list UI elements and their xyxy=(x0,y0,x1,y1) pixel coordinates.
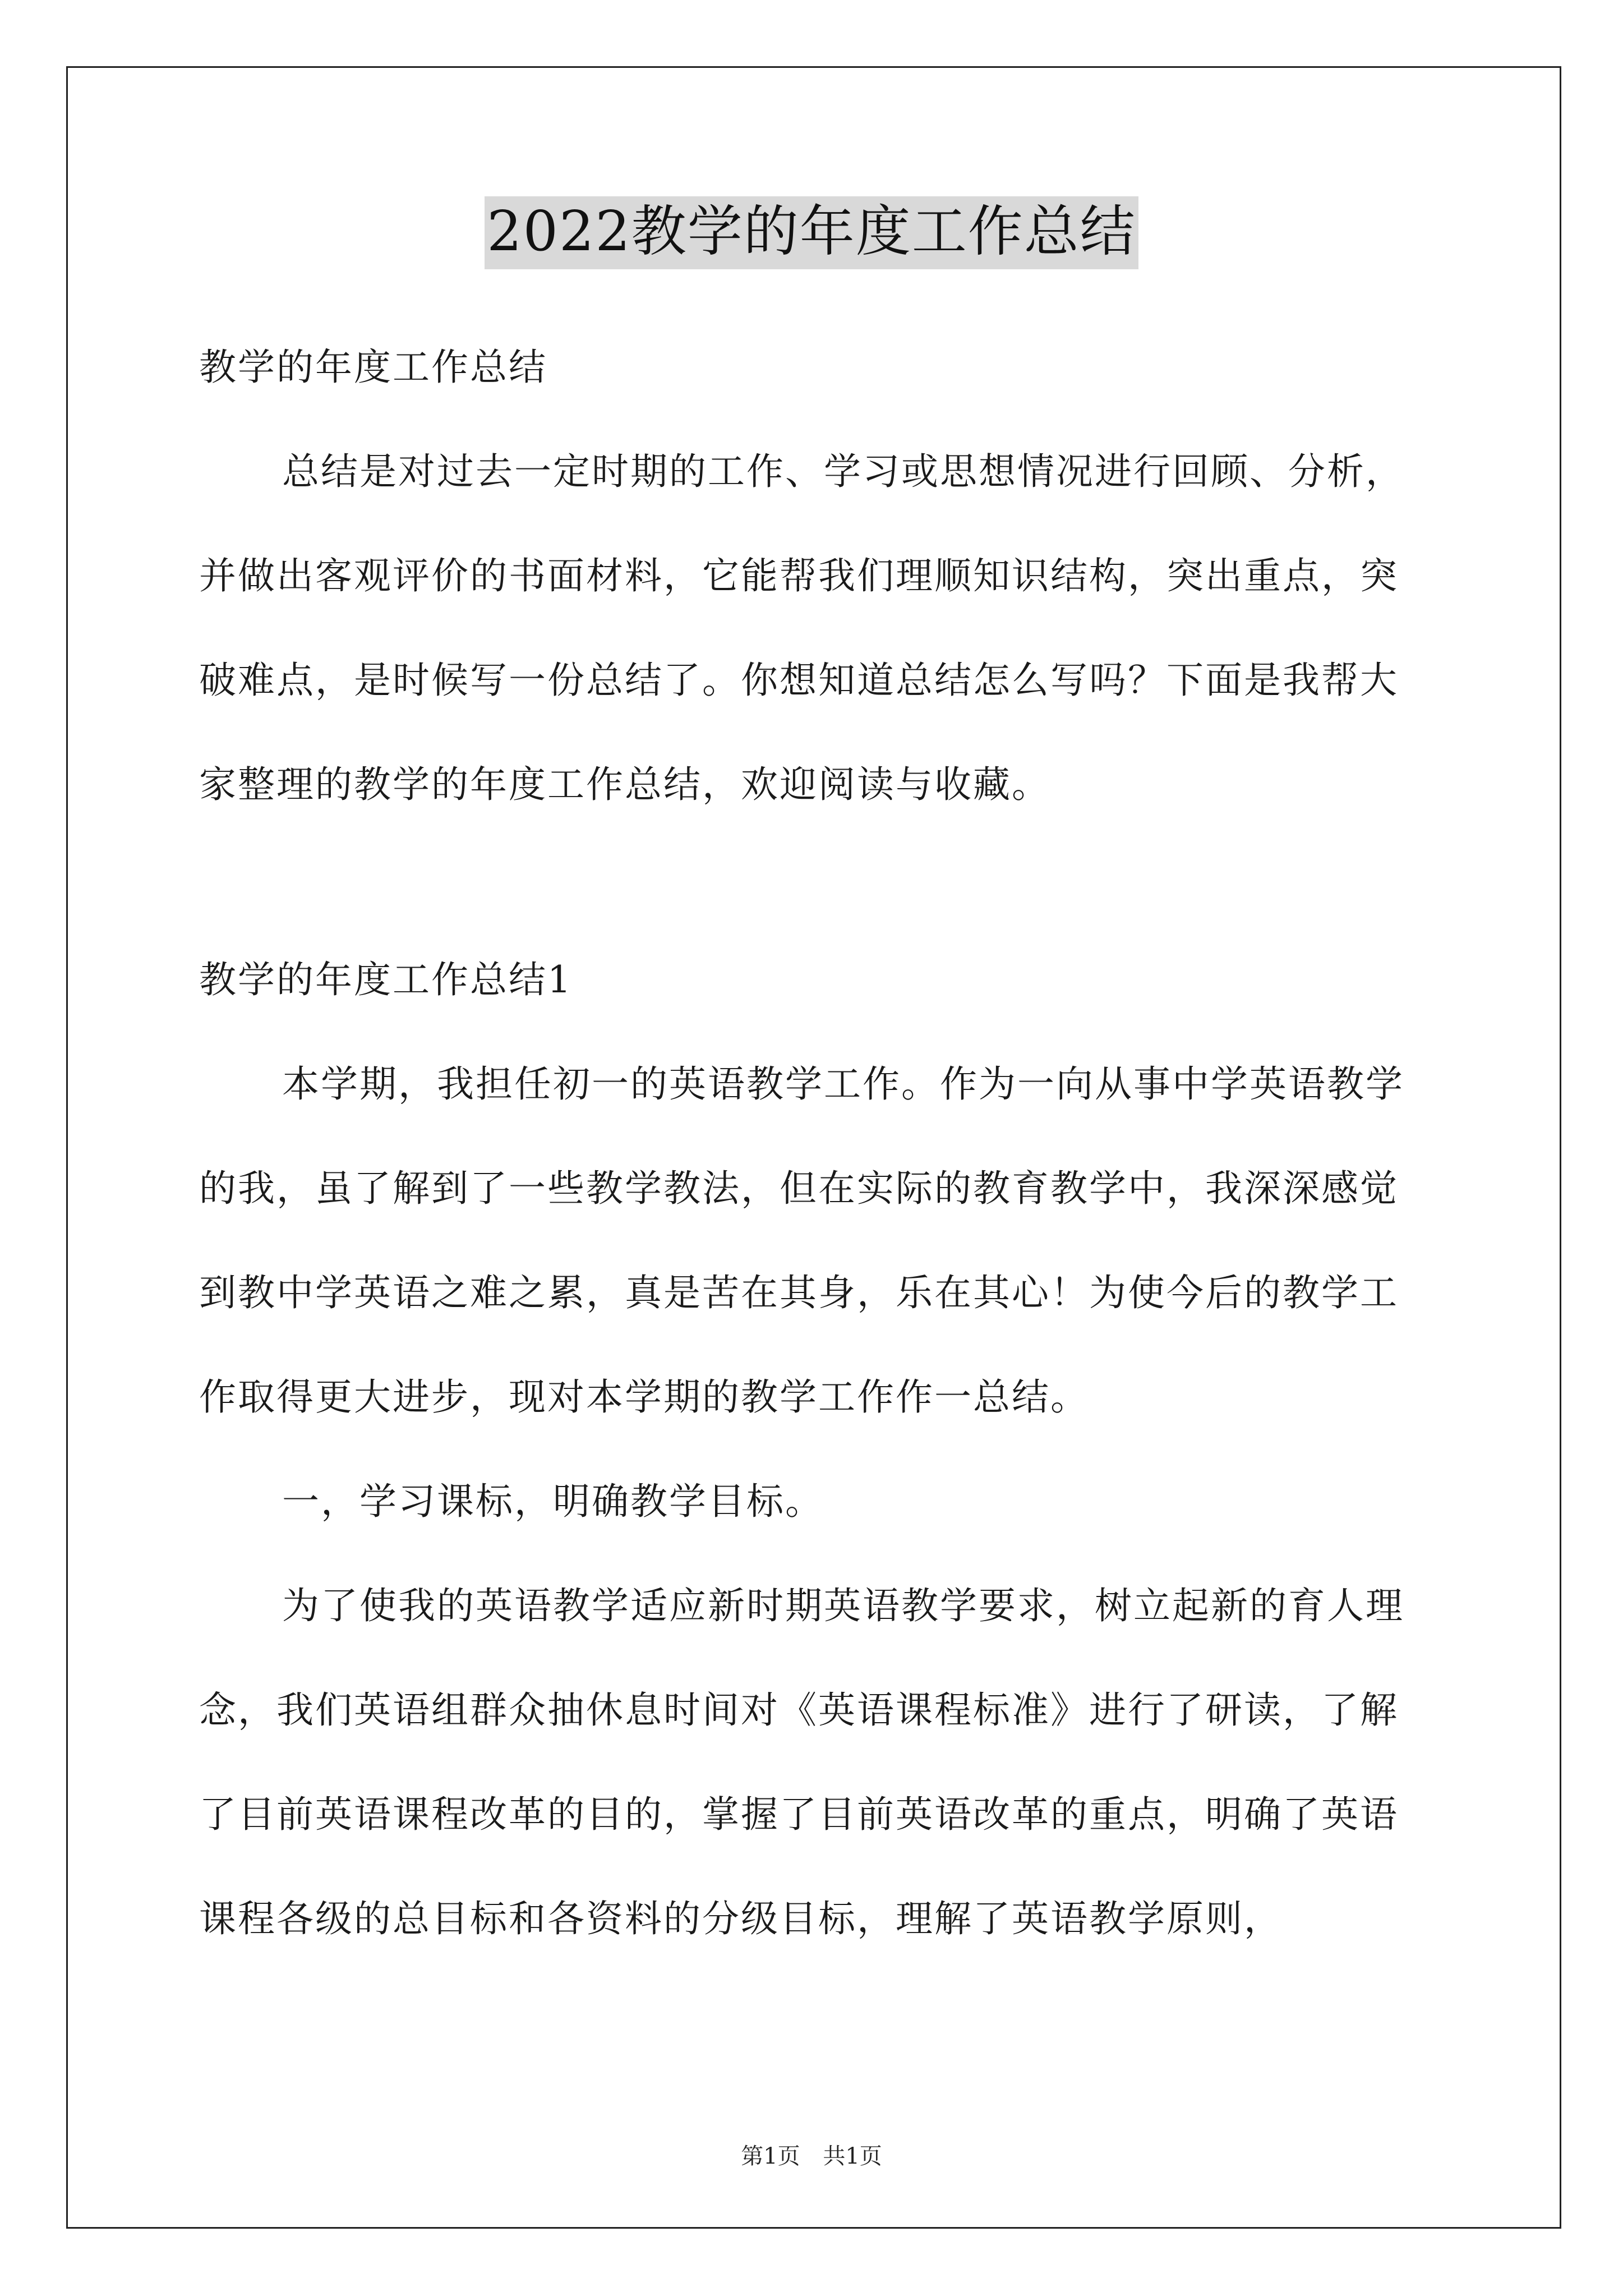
document-title: 2022教学的年度工作总结 xyxy=(485,196,1138,269)
page-footer xyxy=(0,2138,1623,2170)
page-total: 共1页 xyxy=(823,2143,882,2169)
section-1-point-1: 一，学习课标，明确教学目标。 xyxy=(282,1480,824,1523)
section-1-heading: 教学的年度工作总结1 xyxy=(199,958,573,1001)
section-1-paragraph-2: 为了使我的英语教学适应新时期英语教学要求，树立起新的育人理念，我们英语组群众抽休息时间对《英语课程标准》进行了研读，了解了目前英语课程改革的目的，掌握了目前英语改革的重点，明确了英语课程各级的总目标和各资料的分级目标，理解了英语教学原则， xyxy=(199,1584,1404,1940)
section-1-paragraph-1: 本学期，我担任初一的英语教学工作。作为一向从事中学英语教学的我，虽了解到了一些教学教法，但在实际的教育教学中，我深深感觉到教中学英语之难之累，真是苦在其身，乐在其心！为使今后的教学工作取得更大进步，现对本学期的教学工作作一总结。 xyxy=(199,1062,1404,1419)
main-heading: 教学的年度工作总结 xyxy=(199,346,547,389)
title-container xyxy=(0,196,1623,269)
page-number: 第1页 xyxy=(741,2143,800,2169)
intro-paragraph: 总结是对过去一定时期的工作、学习或思想情况进行回顾、分析，并做出客观评价的书面材料，它能帮我们理顺知识结构，突出重点，突破难点，是时候写一份总结了。你想知道总结怎么写吗？下面是我帮大家整理的教学的年度工作总结，欢迎阅读与收藏。 xyxy=(199,450,1404,806)
